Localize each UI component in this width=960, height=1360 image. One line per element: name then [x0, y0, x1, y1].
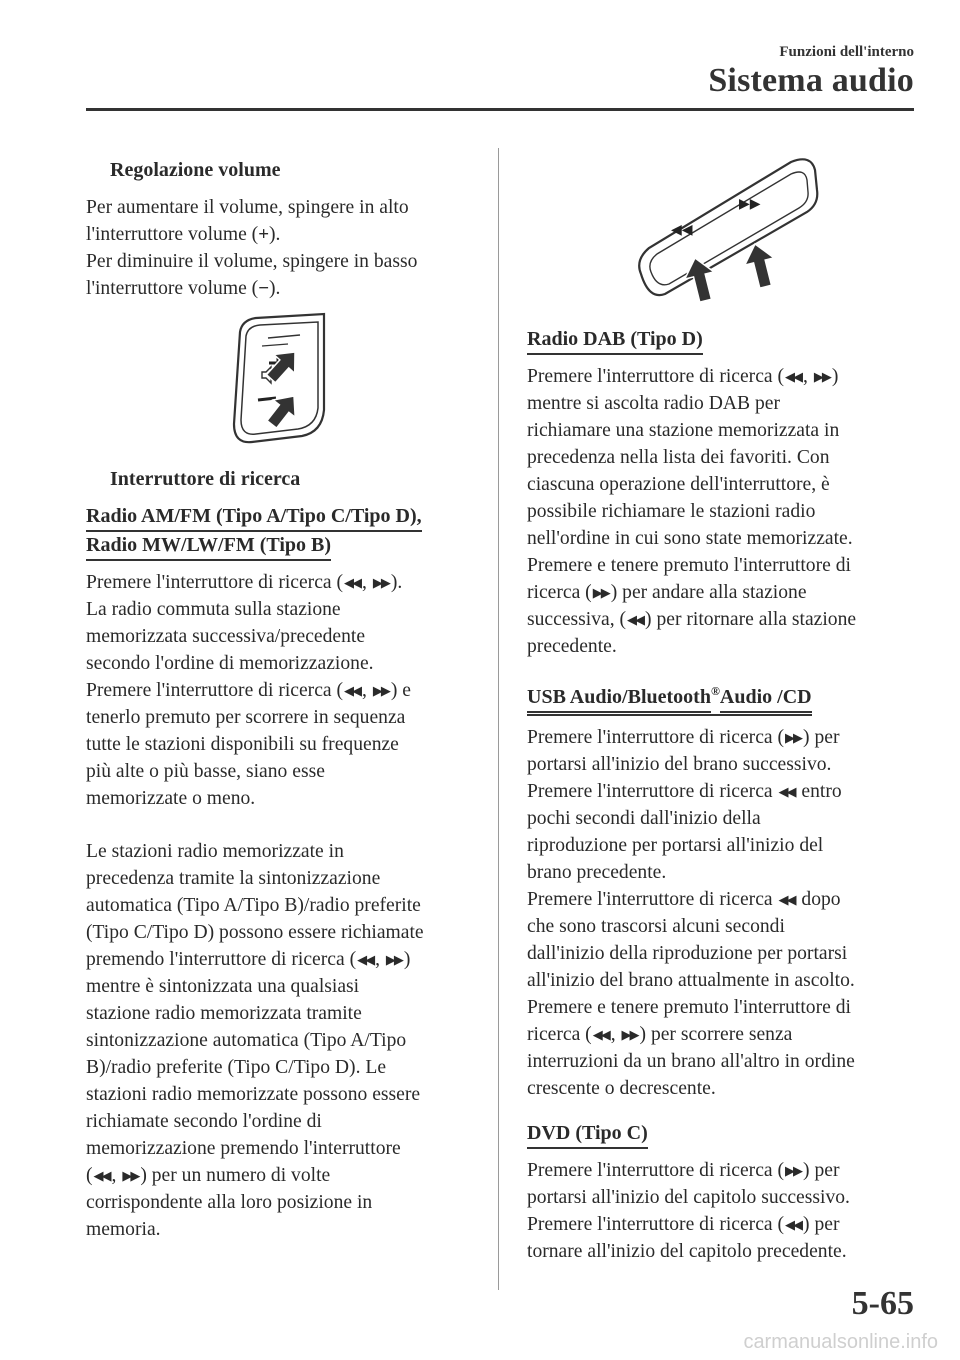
page-title: Sistema audio	[708, 62, 914, 99]
usb-paragraph: Premere l'interruttore di ricerca (▶▶ ) per portarsi all'inizio del brano successivo. Premere l'interruttore di ricerca ◀◀ entro pochi secondi dall'inizio della riproduzione per portarsi all'inizio del brano precedente. Premere l'interruttore di ricerca ◀◀ dopo che sono trascorsi alcuni secondi dall'inizio della riproduzione per portarsi all'inizio del brano attualmente in ascolto. Premere e tenere premuto l'interruttore di ricerca (◀◀ , ▶▶ ) per scorrere senza interruzioni da un brano all'altro in ordine crescente o decrescente.	[527, 724, 922, 1102]
watermark: carmanualsonline.info	[743, 1331, 938, 1353]
plus-icon: +	[258, 224, 270, 245]
next-icon: ▶▶	[621, 1026, 638, 1042]
prev-icon: ◀◀	[357, 952, 374, 967]
dab-paragraph: Premere l'interruttore di ricerca (◀◀ , ▶▶ ) mentre si ascolta radio DAB per richiamare una stazione memorizzata in precedenza nella lista dei favoriti. Con ciascuna operazione dell'interruttore, è possibile richiamare le stazioni radio nell'ordine in cui sono state memorizzate. Premere e tenere premuto l'interruttore di ricerca (▶▶ ) per andare alla stazione successiva, (◀◀ ) per ritornare alla stazione precedente.	[527, 363, 922, 660]
radio-paragraph-1: Premere l'interruttore di ricerca (◀◀ , ▶▶ ). La radio commuta sulla stazione memorizzata successiva/precedente secondo l'ordine di memorizzazione. Premere l'interruttore di ricerca (◀◀ , ▶▶ ) e tenerlo premuto per scorrere in sequenza tutte le stazioni disponibili su frequenze più alte o più basse, siano esse memorizzate o meno.	[86, 569, 481, 812]
prev-icon: ◀◀	[785, 369, 802, 384]
next-icon: ▶▶	[592, 585, 609, 600]
next-icon: ▶▶	[813, 369, 830, 384]
prev-icon: ◀◀	[93, 1168, 110, 1183]
search-switch-illustration	[621, 156, 841, 306]
column-divider	[498, 148, 499, 1290]
search-subtitle: Interruttore di ricerca	[110, 468, 301, 490]
dab-heading: Radio DAB (Tipo D)	[527, 326, 922, 355]
dvd-heading: DVD (Tipo C)	[527, 1120, 922, 1149]
header-rule	[86, 108, 914, 111]
prev-icon: ◀◀	[778, 891, 795, 907]
minus-icon: −	[258, 278, 270, 299]
next-icon: ▶▶	[739, 196, 761, 212]
page-number: 5-65	[851, 1285, 914, 1322]
left-column	[86, 156, 481, 1243]
next-icon: ▶▶	[372, 683, 389, 698]
radio-heading: Radio AM/FM (Tipo A/Tipo C/Tipo D), Radio MW/LW/FM (Tipo B)	[86, 503, 481, 561]
prev-icon: ◀◀	[785, 1216, 802, 1232]
section-label: Funzioni dell'interno	[779, 44, 914, 60]
next-icon: ▶▶	[372, 575, 389, 590]
dvd-paragraph: Premere l'interruttore di ricerca (▶▶ ) per portarsi all'inizio del capitolo successivo. Premere l'interruttore di ricerca (◀◀ ) per tornare all'inizio del capitolo precedente.	[527, 1157, 922, 1265]
prev-icon: ◀◀	[671, 222, 693, 238]
prev-icon: ◀◀	[344, 683, 361, 698]
next-icon: ▶▶	[785, 1162, 802, 1178]
prev-icon: ◀◀	[592, 1026, 609, 1042]
prev-icon: ◀◀	[627, 612, 644, 627]
radio-paragraph-2: Le stazioni radio memorizzate in precedenza tramite la sintonizzazione automatica (Tipo A/Tipo B)/radio preferite (Tipo C/Tipo D) possono essere richiamate premendo l'interruttore di ricerca (◀◀ , ▶▶ ) mentre è sintonizzata una qualsiasi stazione radio memorizzata tramite sintonizzazione automatica (Tipo A/Tipo B)/radio preferite (Tipo C/Tipo D). Le stazioni radio memorizzate possono essere richiamate secondo l'ordine di memorizzazione premendo l'interruttore (◀◀ , ▶▶ ) per un numero di volte corrispondente alla loro posizione in memoria.	[86, 841, 424, 1240]
right-column	[527, 156, 922, 1265]
prev-icon: ◀◀	[778, 783, 795, 799]
prev-icon: ◀◀	[344, 575, 361, 590]
next-icon: ▶▶	[785, 729, 802, 745]
volume-subtitle: Regolazione volume	[110, 159, 281, 181]
usb-heading: USB Audio/Bluetooth®Audio /CD	[527, 678, 922, 716]
next-icon: ▶▶	[122, 1168, 139, 1183]
volume-switch-illustration	[222, 312, 352, 447]
next-icon: ▶▶	[385, 952, 402, 967]
volume-text: Per aumentare il volume, spingere in alto l'interruttore volume (+). Per diminuire il volume, spingere in basso l'interruttore volume (−).	[86, 194, 481, 302]
